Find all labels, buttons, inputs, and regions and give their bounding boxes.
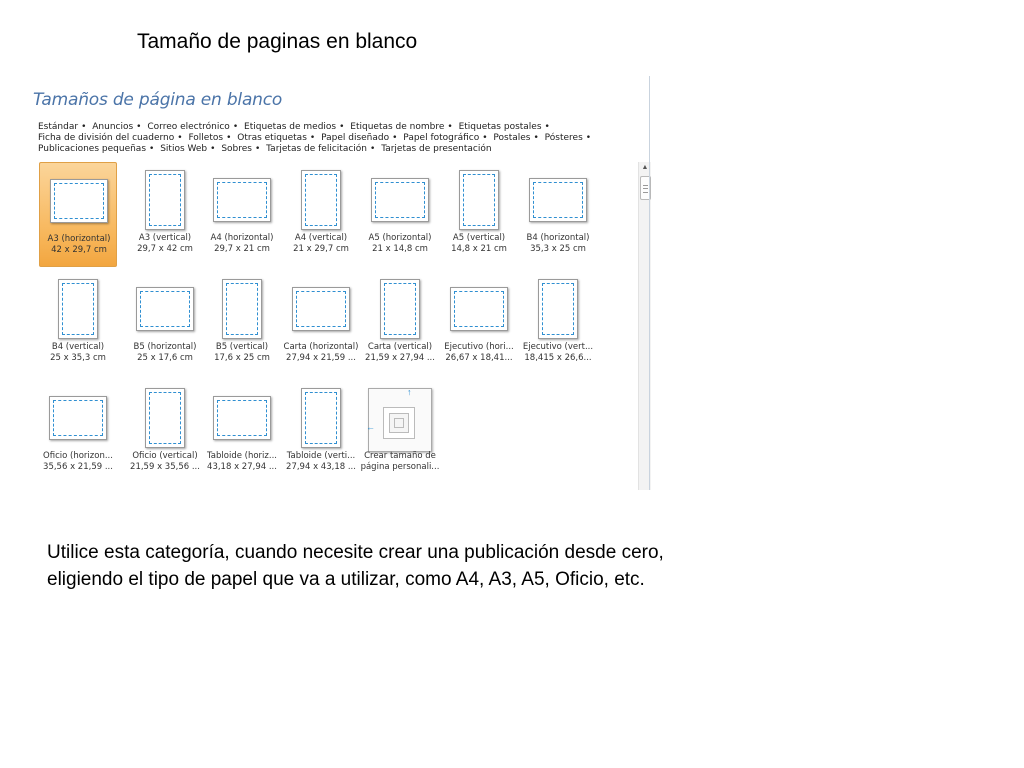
portrait-page-icon (301, 170, 341, 230)
page-size-tile[interactable] (440, 271, 518, 376)
tile-label (513, 233, 603, 255)
landscape-page-icon (136, 287, 194, 331)
page-size-tile[interactable] (282, 380, 360, 485)
landscape-page-icon (529, 178, 587, 222)
tile-label (34, 234, 124, 256)
bullet-separator: • (482, 133, 488, 143)
page-thumbnail (519, 166, 597, 232)
page-size-tile[interactable] (519, 162, 597, 267)
category-link[interactable]: Papel fotográfico (403, 133, 480, 143)
landscape-page-icon (50, 179, 108, 223)
page-size-tile[interactable] (203, 271, 281, 376)
tile-size: página personali... (360, 462, 440, 472)
tile-label (434, 233, 524, 255)
page-size-tile[interactable] (39, 380, 117, 485)
category-link[interactable]: Postales (493, 133, 531, 143)
tile-name: B5 (horizontal) (133, 342, 197, 352)
tile-label (276, 342, 366, 364)
tile-size: 29,7 x 21 cm (214, 244, 270, 254)
category-link[interactable]: Sitios Web (160, 144, 208, 154)
category-link[interactable]: Papel diseñado (321, 133, 390, 143)
tile-name: Crear tamaño de (364, 451, 436, 461)
tile-name: A5 (vertical) (452, 233, 506, 243)
category-link[interactable]: Sobres (221, 144, 252, 154)
tile-size: 25 x 17,6 cm (137, 353, 193, 363)
tile-label (513, 342, 603, 364)
page-size-tile[interactable] (203, 162, 281, 267)
tile-name: A3 (horizontal) (47, 234, 111, 244)
page-thumbnail (361, 275, 439, 341)
page-thumbnail (361, 166, 439, 232)
tile-size: 21 x 14,8 cm (372, 244, 428, 254)
page-size-tile[interactable] (282, 271, 360, 376)
page-size-tile[interactable] (126, 271, 204, 376)
page-thumbnail (39, 384, 117, 450)
tile-size: 18,415 x 26,6... (524, 353, 592, 363)
tile-size: 29,7 x 42 cm (137, 244, 193, 254)
body-line-1: Utilice esta categoría, cuando necesite crear una publicación desde cero, (47, 542, 664, 563)
tile-label (355, 233, 445, 255)
portrait-page-icon (145, 388, 185, 448)
slide-title: Tamaño de paginas en blanco (137, 30, 418, 53)
tile-label (33, 451, 123, 473)
category-link[interactable]: Etiquetas de nombre (350, 122, 445, 132)
tile-name: Ejecutivo (vert... (522, 342, 594, 352)
blank-page-sizes-panel (29, 76, 651, 490)
portrait-page-icon (538, 279, 578, 339)
page-thumbnail (203, 166, 281, 232)
category-link[interactable]: Anuncios (92, 122, 134, 132)
tile-label (197, 233, 287, 255)
tile-name: Carta (vertical) (367, 342, 433, 352)
page-thumbnail (126, 166, 204, 232)
page-size-tile[interactable] (282, 162, 360, 267)
tile-label (197, 342, 287, 364)
page-thumbnail (126, 275, 204, 341)
portrait-page-icon (459, 170, 499, 230)
page-size-tile[interactable] (39, 162, 117, 267)
bullet-separator: • (177, 133, 183, 143)
tile-name: Tabloide (horiz... (207, 451, 277, 461)
portrait-page-icon (145, 170, 185, 230)
grip-icon (643, 185, 648, 193)
category-link[interactable]: Otras etiquetas (237, 133, 307, 143)
bullet-separator: • (447, 122, 453, 132)
tile-name: Tabloide (verti... (286, 451, 356, 461)
body-line-2: eligiendo el tipo de papel que va a utilizar, como A4, A3, A5, Oficio, etc. (47, 569, 645, 590)
landscape-page-icon (371, 178, 429, 222)
tile-size: 42 x 29,7 cm (51, 245, 107, 255)
category-link[interactable]: Folletos (188, 133, 224, 143)
bullet-separator: • (136, 122, 142, 132)
page-thumbnail (39, 275, 117, 341)
portrait-page-icon (380, 279, 420, 339)
scroll-up-icon[interactable]: ▲ (641, 164, 649, 171)
tile-name: B4 (vertical) (51, 342, 105, 352)
tile-label (434, 342, 524, 364)
page-thumbnail (282, 166, 360, 232)
category-link[interactable]: Etiquetas de medios (244, 122, 337, 132)
tile-size: 27,94 x 21,59 ... (286, 353, 356, 363)
tile-size: 27,94 x 43,18 ... (286, 462, 356, 472)
category-link[interactable]: Tarjetas de felicitación (266, 144, 367, 154)
page-thumbnail (440, 275, 518, 341)
slide-body-text (47, 539, 827, 593)
tile-name: B4 (horizontal) (526, 233, 590, 243)
custom-size-thumbnail (361, 384, 439, 450)
category-link[interactable]: Publicaciones pequeñas (38, 144, 147, 154)
category-link[interactable]: Tarjetas de presentación (381, 144, 492, 154)
landscape-page-icon (450, 287, 508, 331)
bullet-separator: • (81, 122, 87, 132)
tile-label (276, 451, 366, 473)
page-size-tile[interactable] (126, 162, 204, 267)
page-size-tile[interactable] (361, 271, 439, 376)
landscape-page-icon (213, 396, 271, 440)
portrait-page-icon (58, 279, 98, 339)
tile-size: 17,6 x 25 cm (214, 353, 270, 363)
category-link[interactable]: Correo electrónico (147, 122, 230, 132)
tile-size: 26,67 x 18,41... (445, 353, 513, 363)
tile-name: A5 (horizontal) (368, 233, 432, 243)
tile-name: A3 (vertical) (138, 233, 192, 243)
landscape-page-icon (213, 178, 271, 222)
page-thumbnail (203, 384, 281, 450)
tile-name: A4 (vertical) (294, 233, 348, 243)
tile-size: 21,59 x 35,56 ... (130, 462, 200, 472)
page-size-tile[interactable] (519, 271, 597, 376)
tile-label (355, 342, 445, 364)
tile-label (276, 233, 366, 255)
landscape-page-icon (292, 287, 350, 331)
bullet-separator: • (254, 144, 261, 154)
bullet-separator: • (533, 133, 539, 143)
page-size-tile[interactable] (39, 271, 117, 376)
tile-size: 25 x 35,3 cm (50, 353, 106, 363)
panel-heading: Tamaños de página en blanco (33, 90, 283, 110)
page-size-tile[interactable] (361, 380, 439, 485)
tile-size: 35,56 x 21,59 ... (43, 462, 113, 472)
tile-name: Oficio (horizon... (43, 451, 113, 461)
tile-name: Ejecutivo (hori... (444, 342, 514, 352)
bullet-separator: • (392, 133, 398, 143)
tile-name: A4 (horizontal) (210, 233, 274, 243)
bullet-separator: • (232, 122, 239, 132)
landscape-page-icon (49, 396, 107, 440)
page-size-tile[interactable] (440, 162, 518, 267)
panel-divider (649, 76, 650, 490)
portrait-page-icon (222, 279, 262, 339)
tile-size: 21 x 29,7 cm (293, 244, 349, 254)
page-thumbnail (282, 384, 360, 450)
portrait-page-icon (301, 388, 341, 448)
tile-size: 14,8 x 21 cm (451, 244, 507, 254)
bullet-separator: • (339, 122, 345, 132)
page-size-tile[interactable] (203, 380, 281, 485)
bullet-separator: • (149, 144, 155, 154)
page-size-tile[interactable] (126, 380, 204, 485)
tile-label (355, 451, 445, 473)
category-link[interactable]: Estándar (38, 122, 79, 132)
tile-name: B5 (vertical) (215, 342, 269, 352)
bullet-separator: • (309, 133, 316, 143)
tile-label (197, 451, 287, 473)
page-thumbnail (440, 166, 518, 232)
tile-name: Carta (horizontal) (283, 342, 359, 352)
bullet-separator: • (210, 144, 216, 154)
page-thumbnail (203, 275, 281, 341)
page-size-tile[interactable] (361, 162, 439, 267)
page-thumbnail (126, 384, 204, 450)
category-links (38, 122, 634, 155)
tile-name: Oficio (vertical) (132, 451, 198, 461)
bullet-separator: • (544, 122, 550, 132)
tile-size: 35,3 x 25 cm (530, 244, 586, 254)
bullet-separator: • (370, 144, 376, 154)
category-link[interactable]: Ficha de división del cuaderno (38, 133, 175, 143)
bullet-separator: • (226, 133, 232, 143)
page-thumbnail (40, 167, 118, 233)
tile-label (33, 342, 123, 364)
tile-size: 21,59 x 27,94 ... (365, 353, 435, 363)
bullet-separator: • (585, 133, 592, 143)
page-thumbnail (282, 275, 360, 341)
category-link[interactable]: Etiquetas postales (458, 122, 542, 132)
category-link[interactable]: Pósteres (544, 133, 583, 143)
page-thumbnail (519, 275, 597, 341)
custom-size-icon: ↑ ← (368, 388, 432, 452)
tile-size: 43,18 x 27,94 ... (207, 462, 277, 472)
